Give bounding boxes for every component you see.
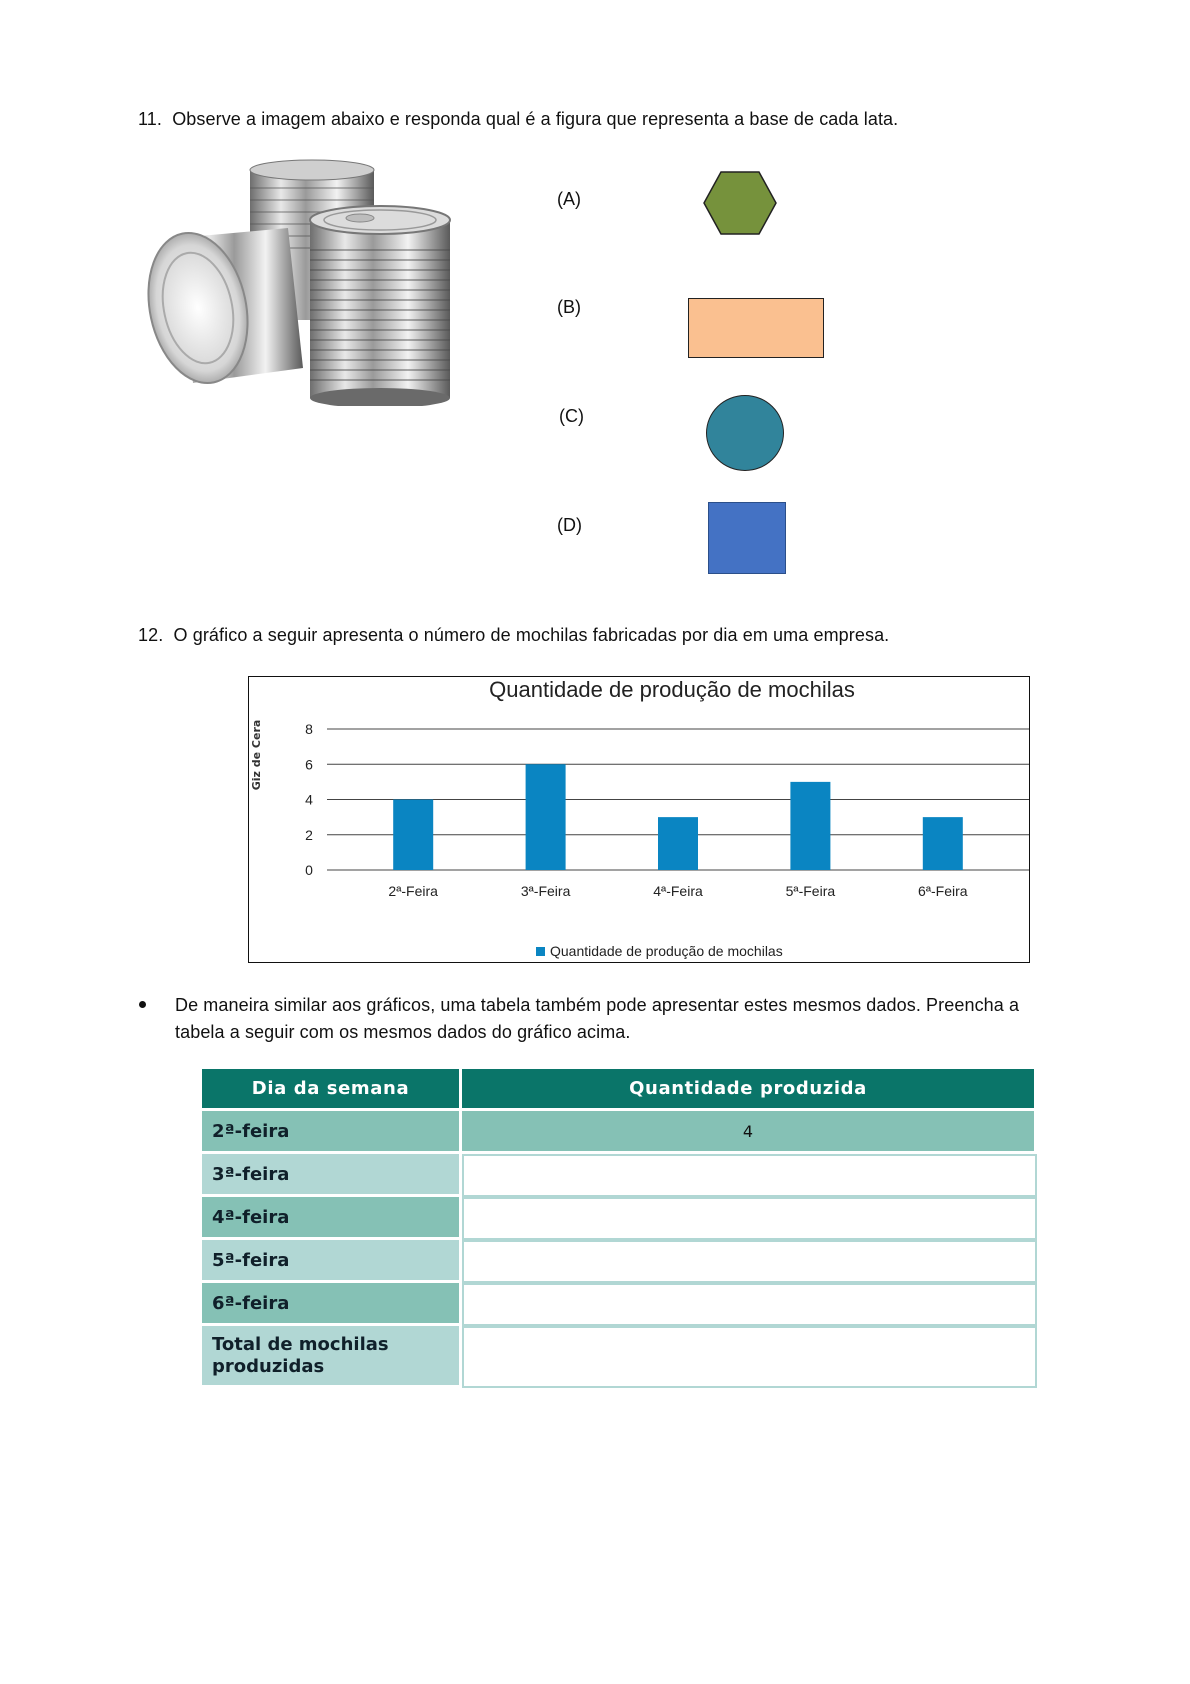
- chart-y-ticks: [305, 721, 313, 878]
- row-day-label: 2ª-feira: [202, 1111, 462, 1154]
- chart-x-ticks: [388, 883, 967, 899]
- header-quantity: Quantidade produzida: [462, 1069, 1037, 1111]
- row-day-label: 6ª-feira: [202, 1283, 462, 1326]
- table-row: [202, 1197, 1037, 1240]
- bar-chart: [248, 676, 1030, 963]
- x-tick-label: 6ª-Feira: [918, 883, 968, 899]
- row-day-label: 5ª-feira: [202, 1240, 462, 1283]
- data-table: [202, 1069, 1037, 1388]
- metal-cans-image: [138, 158, 463, 406]
- option-a-label: (A): [557, 189, 581, 209]
- bullet-text-line-1: De maneira similar aos gráficos, uma tabela também pode apresentar estes mesmos dados. Preencha a: [175, 995, 1020, 1015]
- hexagon-fill: [704, 172, 776, 234]
- row-day-label: 3ª-feira: [202, 1154, 462, 1197]
- option-d-label: (D): [557, 515, 582, 535]
- square-shape: [708, 502, 786, 574]
- y-tick-label: 8: [305, 721, 313, 737]
- bar: [658, 817, 698, 870]
- bar: [526, 764, 566, 870]
- x-tick-label: 4ª-Feira: [653, 883, 703, 899]
- y-tick-label: 4: [305, 791, 313, 808]
- chart-title: Quantidade de produção de mochilas: [489, 677, 855, 702]
- y-tick-label: 6: [305, 756, 313, 773]
- bar: [393, 800, 433, 871]
- rectangle-shape: [688, 298, 824, 358]
- question-11-text: 11. Observe a imagem abaixo e responda qual é a figura que representa a base de cada lata.: [138, 109, 899, 129]
- circle-shape: [706, 395, 784, 471]
- table-row: [202, 1111, 1037, 1154]
- row-quantity-input[interactable]: [462, 1240, 1037, 1283]
- bullet-text-line-2: tabela a seguir com os mesmos dados do gráfico acima.: [175, 1022, 631, 1042]
- y-tick-label: 2: [305, 826, 313, 843]
- table-row: [202, 1240, 1037, 1283]
- legend-swatch: [536, 947, 545, 956]
- bar: [923, 817, 963, 870]
- chart-ylabel: Giz de Cera: [250, 719, 263, 791]
- total-label-line-1: Total de mochilas: [212, 1333, 389, 1355]
- x-tick-label: 5ª-Feira: [785, 883, 836, 899]
- legend-label: Quantidade de produção de mochilas: [550, 943, 783, 959]
- table-row: [202, 1283, 1037, 1326]
- table-total-row: [202, 1326, 1037, 1388]
- x-tick-label: 3ª-Feira: [520, 883, 571, 899]
- bar: [790, 782, 830, 870]
- row-quantity-input[interactable]: [462, 1197, 1037, 1240]
- total-quantity-input[interactable]: [462, 1326, 1037, 1388]
- lying-can: [138, 224, 303, 393]
- total-label: [202, 1326, 462, 1388]
- y-tick-label: 0: [305, 862, 313, 878]
- option-c-label: (C): [559, 406, 584, 426]
- row-quantity-input[interactable]: [462, 1154, 1037, 1197]
- table-row: [202, 1154, 1037, 1197]
- question-12-text: 12. O gráfico a seguir apresenta o número de mochilas fabricadas por dia em uma empresa.: [138, 625, 890, 645]
- row-quantity-input[interactable]: [462, 1283, 1037, 1326]
- header-day: Dia da semana: [202, 1069, 462, 1111]
- table-header-row: [202, 1069, 1037, 1111]
- row-day-label: 4ª-feira: [202, 1197, 462, 1240]
- x-tick-label: 2ª-Feira: [388, 883, 438, 899]
- chart-bars: [393, 764, 963, 870]
- option-b-label: (B): [557, 297, 581, 317]
- total-label-line-2: produzidas: [212, 1355, 325, 1377]
- bullet-point: [139, 1001, 146, 1008]
- front-can: [310, 206, 450, 406]
- row-quantity-cell: 4: [462, 1111, 1037, 1154]
- hexagon-shape: [702, 170, 778, 236]
